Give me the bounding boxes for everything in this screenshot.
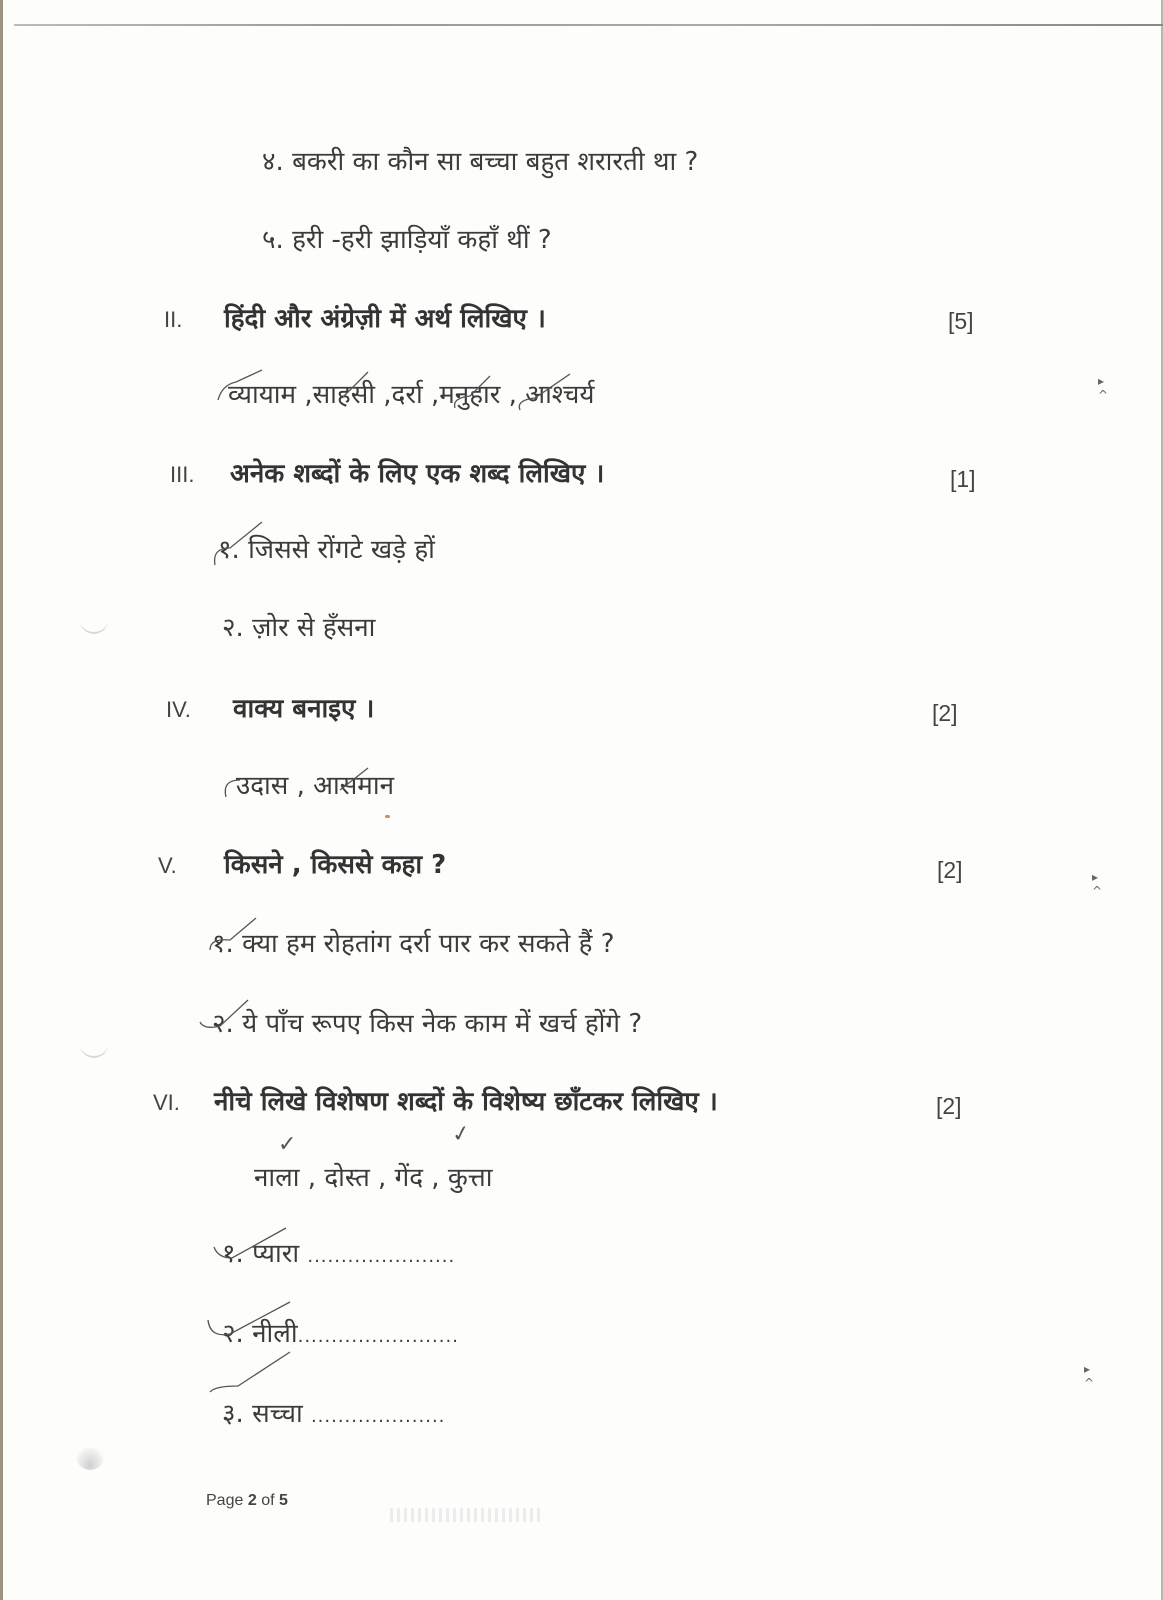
section-ii-number: II. — [164, 307, 183, 332]
page-total: 5 — [278, 1492, 288, 1509]
section-ii-word-list: व्यायाम ,साहसी ,दर्रा ,मनुहार , आश्चर्य — [228, 380, 595, 410]
item-text: ये पाँच रूपए किस नेक काम में खर्च होंगे ? — [242, 1009, 643, 1039]
answer-blank[interactable]: ...................... — [307, 1246, 456, 1267]
page-prefix: Page — [206, 1492, 244, 1509]
item-text: ज़ोर से हँसना — [252, 613, 376, 643]
item-number: ३. — [222, 1399, 244, 1429]
question-text: बकरी का कौन सा बच्चा बहुत शरारती था ? — [292, 147, 699, 177]
section-iv-word-list: उदास , आसमान — [236, 771, 395, 801]
section-v-number: V. — [158, 853, 177, 878]
page-of: of — [261, 1492, 275, 1509]
section-ii-marks: [5] — [948, 308, 974, 334]
section-iii-heading: अनेक शब्दों के लिए एक शब्द लिखिए । — [230, 459, 605, 489]
item-number: १. — [218, 535, 240, 565]
question-number: ४. — [262, 147, 284, 177]
item-number: १. — [212, 929, 234, 959]
faded-stamp — [390, 1508, 540, 1522]
item-text: नीली — [252, 1319, 298, 1349]
section-v-heading: किसने , किससे कहा ? — [224, 850, 447, 880]
check-mark-icon: ✓ — [449, 1120, 473, 1149]
section-vi-marks: [2] — [936, 1093, 962, 1119]
section-vi-word-list: नाला , दोस्त , गेंद , कुत्ता — [254, 1163, 493, 1193]
section-vi-heading: नीचे लिखे विशेषण शब्दों के विशेष्य छाँटकर लिखिए । — [214, 1087, 718, 1117]
section-ii-heading: हिंदी और अंग्रेज़ी में अर्थ लिखिए । — [224, 304, 546, 334]
question-text: हरी -हरी झाड़ियाँ कहाँ थीं ? — [292, 225, 552, 255]
section-iv-heading: वाक्य बनाइए । — [233, 694, 375, 724]
page-current: 2 — [247, 1492, 257, 1509]
answer-blank[interactable]: .................... — [310, 1406, 446, 1427]
question-number: ५. — [262, 225, 284, 255]
section-iv-marks: [2] — [932, 700, 958, 726]
page-footer — [206, 1492, 288, 1510]
item-number: २. — [222, 613, 244, 643]
section-iii-marks: [1] — [950, 466, 976, 492]
section-iv-number: IV. — [166, 697, 191, 722]
item-text: सच्चा — [252, 1399, 303, 1429]
margin-mark: ▸ ^ — [1098, 374, 1109, 402]
answer-blank[interactable]: ........................ — [297, 1326, 459, 1347]
check-mark-icon: ✓ — [278, 1132, 297, 1157]
section-v-marks: [2] — [937, 857, 963, 883]
margin-mark: ▸ ^ — [1084, 1362, 1095, 1390]
item-text: जिससे रोंगटे खड़े हों — [248, 535, 435, 565]
section-vi-number: VI. — [153, 1090, 180, 1115]
item-number: २. — [212, 1009, 234, 1039]
margin-mark: ▸ ^ — [1092, 870, 1103, 898]
item-text: क्या हम रोहतांग दर्रा पार कर सकते हैं ? — [242, 929, 615, 959]
item-number: १. — [222, 1239, 244, 1269]
item-text: प्यारा — [252, 1239, 300, 1269]
item-number: २. — [222, 1319, 244, 1349]
section-iii-number: III. — [170, 462, 195, 487]
